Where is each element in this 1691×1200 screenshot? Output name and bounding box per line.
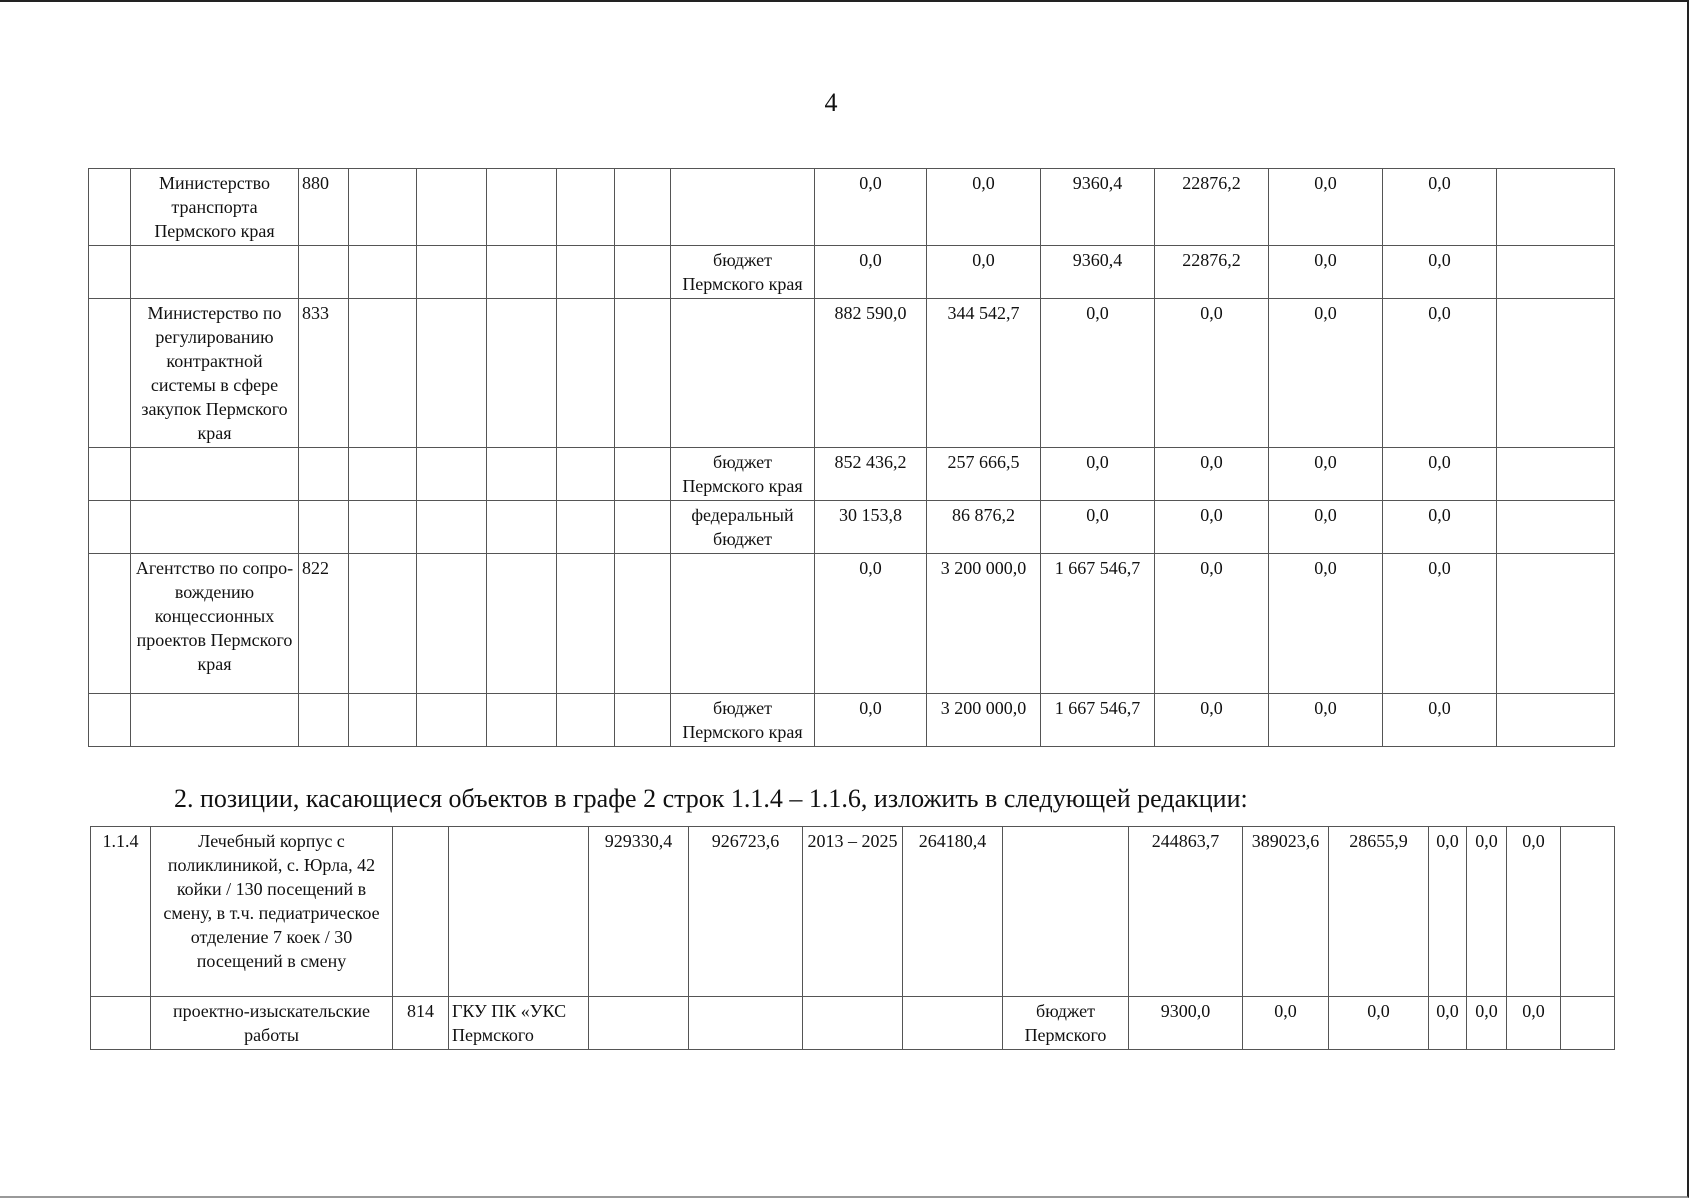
- blank-cell: [487, 246, 557, 299]
- contract-cost-cell: [689, 997, 803, 1050]
- table-row: [91, 997, 1615, 1050]
- blank-cell: [1497, 299, 1615, 448]
- funding-source-cell: федеральный бюджет: [671, 501, 815, 554]
- blank-cell: [417, 448, 487, 501]
- agency-name-cell: [131, 694, 299, 747]
- blank-cell: [557, 448, 615, 501]
- blank-cell: [615, 169, 671, 246]
- amount-cell: 0,0: [1155, 694, 1269, 747]
- amount-cell: 0,0: [1269, 694, 1383, 747]
- blank-cell: [615, 694, 671, 747]
- table-row: [91, 827, 1615, 997]
- amount-cell: 257 666,5: [927, 448, 1041, 501]
- blank-cell: [557, 246, 615, 299]
- amount-cell: 0,0: [1383, 299, 1497, 448]
- amount-cell: 86 876,2: [927, 501, 1041, 554]
- agency-code-cell: 822: [299, 554, 349, 694]
- blank-cell: [557, 694, 615, 747]
- object-name-cell: проектно-изыскательские работы: [151, 997, 393, 1050]
- blank-cell: [89, 501, 131, 554]
- estimated-cost-cell: 929330,4: [589, 827, 689, 997]
- amount-cell: 244863,7: [1129, 827, 1243, 997]
- blank-cell: [487, 448, 557, 501]
- amount-cell: 344 542,7: [927, 299, 1041, 448]
- amount-cell: 22876,2: [1155, 246, 1269, 299]
- amount-cell: 0,0: [1041, 448, 1155, 501]
- blank-cell: [487, 694, 557, 747]
- blank-cell: [1497, 448, 1615, 501]
- organization-cell: ГКУ ПК «УКС Пермского: [449, 997, 589, 1050]
- blank-cell: [557, 169, 615, 246]
- table-row: [89, 299, 1615, 448]
- blank-cell: [89, 246, 131, 299]
- blank-cell: [89, 694, 131, 747]
- amount-cell: 0,0: [1155, 299, 1269, 448]
- amount-cell: 0,0: [1269, 554, 1383, 694]
- blank-cell: [89, 554, 131, 694]
- amount-cell: 28655,9: [1329, 827, 1429, 997]
- agency-name-cell: [131, 501, 299, 554]
- amount-cell: 3 200 000,0: [927, 694, 1041, 747]
- funding-source-cell: [671, 299, 815, 448]
- amount-cell: 22876,2: [1155, 169, 1269, 246]
- amount-cell: 1 667 546,7: [1041, 554, 1155, 694]
- completed-amount-cell: 264180,4: [903, 827, 1003, 997]
- completed-amount-cell: [903, 997, 1003, 1050]
- code-cell: 814: [393, 997, 449, 1050]
- blank-cell: [417, 501, 487, 554]
- blank-cell: [417, 554, 487, 694]
- blank-cell: [1497, 694, 1615, 747]
- blank-cell: [349, 448, 417, 501]
- blank-cell: [89, 299, 131, 448]
- table-row: [89, 694, 1615, 747]
- amount-cell: 0,0: [1429, 997, 1467, 1050]
- blank-cell: [349, 501, 417, 554]
- agency-code-cell: [299, 501, 349, 554]
- amount-cell: 0,0: [1269, 448, 1383, 501]
- agency-name-cell: [131, 246, 299, 299]
- blank-cell: [487, 299, 557, 448]
- funding-source-cell: [671, 554, 815, 694]
- agency-code-cell: [299, 694, 349, 747]
- amount-cell: 0,0: [1467, 827, 1507, 997]
- amount-cell: 9360,4: [1041, 169, 1155, 246]
- blank-cell: [417, 694, 487, 747]
- blank-cell: [615, 448, 671, 501]
- amount-cell: 9300,0: [1129, 997, 1243, 1050]
- blank-cell: [557, 299, 615, 448]
- blank-cell: [349, 694, 417, 747]
- amount-cell: 0,0: [1041, 299, 1155, 448]
- amount-cell: 0,0: [815, 169, 927, 246]
- blank-cell: [349, 554, 417, 694]
- estimated-cost-cell: [589, 997, 689, 1050]
- blank-cell: [349, 299, 417, 448]
- amount-cell: 0,0: [1155, 448, 1269, 501]
- amount-cell: 0,0: [1269, 169, 1383, 246]
- table-row: [89, 554, 1615, 694]
- amount-cell: 0,0: [1383, 501, 1497, 554]
- blank-cell: [557, 501, 615, 554]
- funding-source-cell: бюджет Пермского края: [671, 246, 815, 299]
- amount-cell: 0,0: [815, 246, 927, 299]
- table-row: [89, 501, 1615, 554]
- objects-table: [90, 826, 1615, 1050]
- blank-cell: [615, 554, 671, 694]
- amount-cell: 882 590,0: [815, 299, 927, 448]
- blank-cell: [487, 501, 557, 554]
- agency-code-cell: [299, 448, 349, 501]
- amount-cell: 0,0: [1269, 501, 1383, 554]
- blank-cell: [349, 246, 417, 299]
- amount-cell: 3 200 000,0: [927, 554, 1041, 694]
- amount-cell: 30 153,8: [815, 501, 927, 554]
- object-name-cell: Лечебный корпус с поликлиникой, с. Юрла, 42 койки / 130 посещений в смену, в т.ч. педиатрическое отделение 7 коек / 30 посещений в смену: [151, 827, 393, 997]
- agency-code-cell: 880: [299, 169, 349, 246]
- amount-cell: 1 667 546,7: [1041, 694, 1155, 747]
- agency-code-cell: 833: [299, 299, 349, 448]
- contract-cost-cell: 926723,6: [689, 827, 803, 997]
- funding-source-cell: [671, 169, 815, 246]
- table-row: [89, 246, 1615, 299]
- amount-cell: 0,0: [927, 169, 1041, 246]
- amount-cell: 0,0: [1429, 827, 1467, 997]
- agency-code-cell: [299, 246, 349, 299]
- amount-cell: 0,0: [1155, 554, 1269, 694]
- blank-cell: [1561, 827, 1615, 997]
- blank-cell: [1497, 501, 1615, 554]
- row-number-cell: [91, 997, 151, 1050]
- period-cell: [803, 997, 903, 1050]
- amount-cell: 0,0: [927, 246, 1041, 299]
- row-number-cell: 1.1.4: [91, 827, 151, 997]
- amount-cell: 0,0: [1243, 997, 1329, 1050]
- amount-cell: 0,0: [1383, 169, 1497, 246]
- amount-cell: 0,0: [815, 694, 927, 747]
- funding-table-continued: [88, 168, 1615, 747]
- blank-cell: [417, 169, 487, 246]
- blank-cell: [615, 501, 671, 554]
- blank-cell: [349, 169, 417, 246]
- funding-source-cell: бюджет Пермского края: [671, 448, 815, 501]
- amount-cell: 0,0: [1507, 997, 1561, 1050]
- amount-cell: 0,0: [1467, 997, 1507, 1050]
- amount-cell: 9360,4: [1041, 246, 1155, 299]
- blank-cell: [89, 169, 131, 246]
- blank-cell: [487, 169, 557, 246]
- amount-cell: 0,0: [1383, 694, 1497, 747]
- funding-source-cell: бюджет Пермского: [1003, 997, 1129, 1050]
- table-row: [89, 448, 1615, 501]
- blank-cell: [615, 246, 671, 299]
- blank-cell: [1497, 554, 1615, 694]
- blank-cell: [1561, 997, 1615, 1050]
- blank-cell: [487, 554, 557, 694]
- organization-cell: [449, 827, 589, 997]
- table-row: [89, 169, 1615, 246]
- blank-cell: [417, 246, 487, 299]
- blank-cell: [1497, 169, 1615, 246]
- agency-name-cell: Агентство по сопро-вождению концессионных проектов Пермского края: [131, 554, 299, 694]
- blank-cell: [89, 448, 131, 501]
- code-cell: [393, 827, 449, 997]
- blank-cell: [417, 299, 487, 448]
- amount-cell: 0,0: [815, 554, 927, 694]
- agency-name-cell: Министерство по регулированию контрактной системы в сфере закупок Пермского края: [131, 299, 299, 448]
- amount-cell: 0,0: [1269, 299, 1383, 448]
- blank-cell: [557, 554, 615, 694]
- blank-cell: [615, 299, 671, 448]
- amount-cell: 0,0: [1041, 501, 1155, 554]
- period-cell: 2013 – 2025: [803, 827, 903, 997]
- amount-cell: 852 436,2: [815, 448, 927, 501]
- funding-source-cell: [1003, 827, 1129, 997]
- amount-cell: 0,0: [1383, 246, 1497, 299]
- amount-cell: 0,0: [1269, 246, 1383, 299]
- amount-cell: 0,0: [1329, 997, 1429, 1050]
- amount-cell: 0,0: [1155, 501, 1269, 554]
- amount-cell: 0,0: [1383, 448, 1497, 501]
- agency-name-cell: Министерство транспорта Пермского края: [131, 169, 299, 246]
- blank-cell: [1497, 246, 1615, 299]
- page-number: 4: [824, 88, 838, 117]
- amount-cell: 389023,6: [1243, 827, 1329, 997]
- amount-cell: 0,0: [1383, 554, 1497, 694]
- amount-cell: 0,0: [1507, 827, 1561, 997]
- funding-source-cell: бюджет Пермского края: [671, 694, 815, 747]
- agency-name-cell: [131, 448, 299, 501]
- section-heading: 2. позиции, касающиеся объектов в графе 2 строк 1.1.4 – 1.1.6, изложить в следующей редакции:: [174, 784, 1248, 813]
